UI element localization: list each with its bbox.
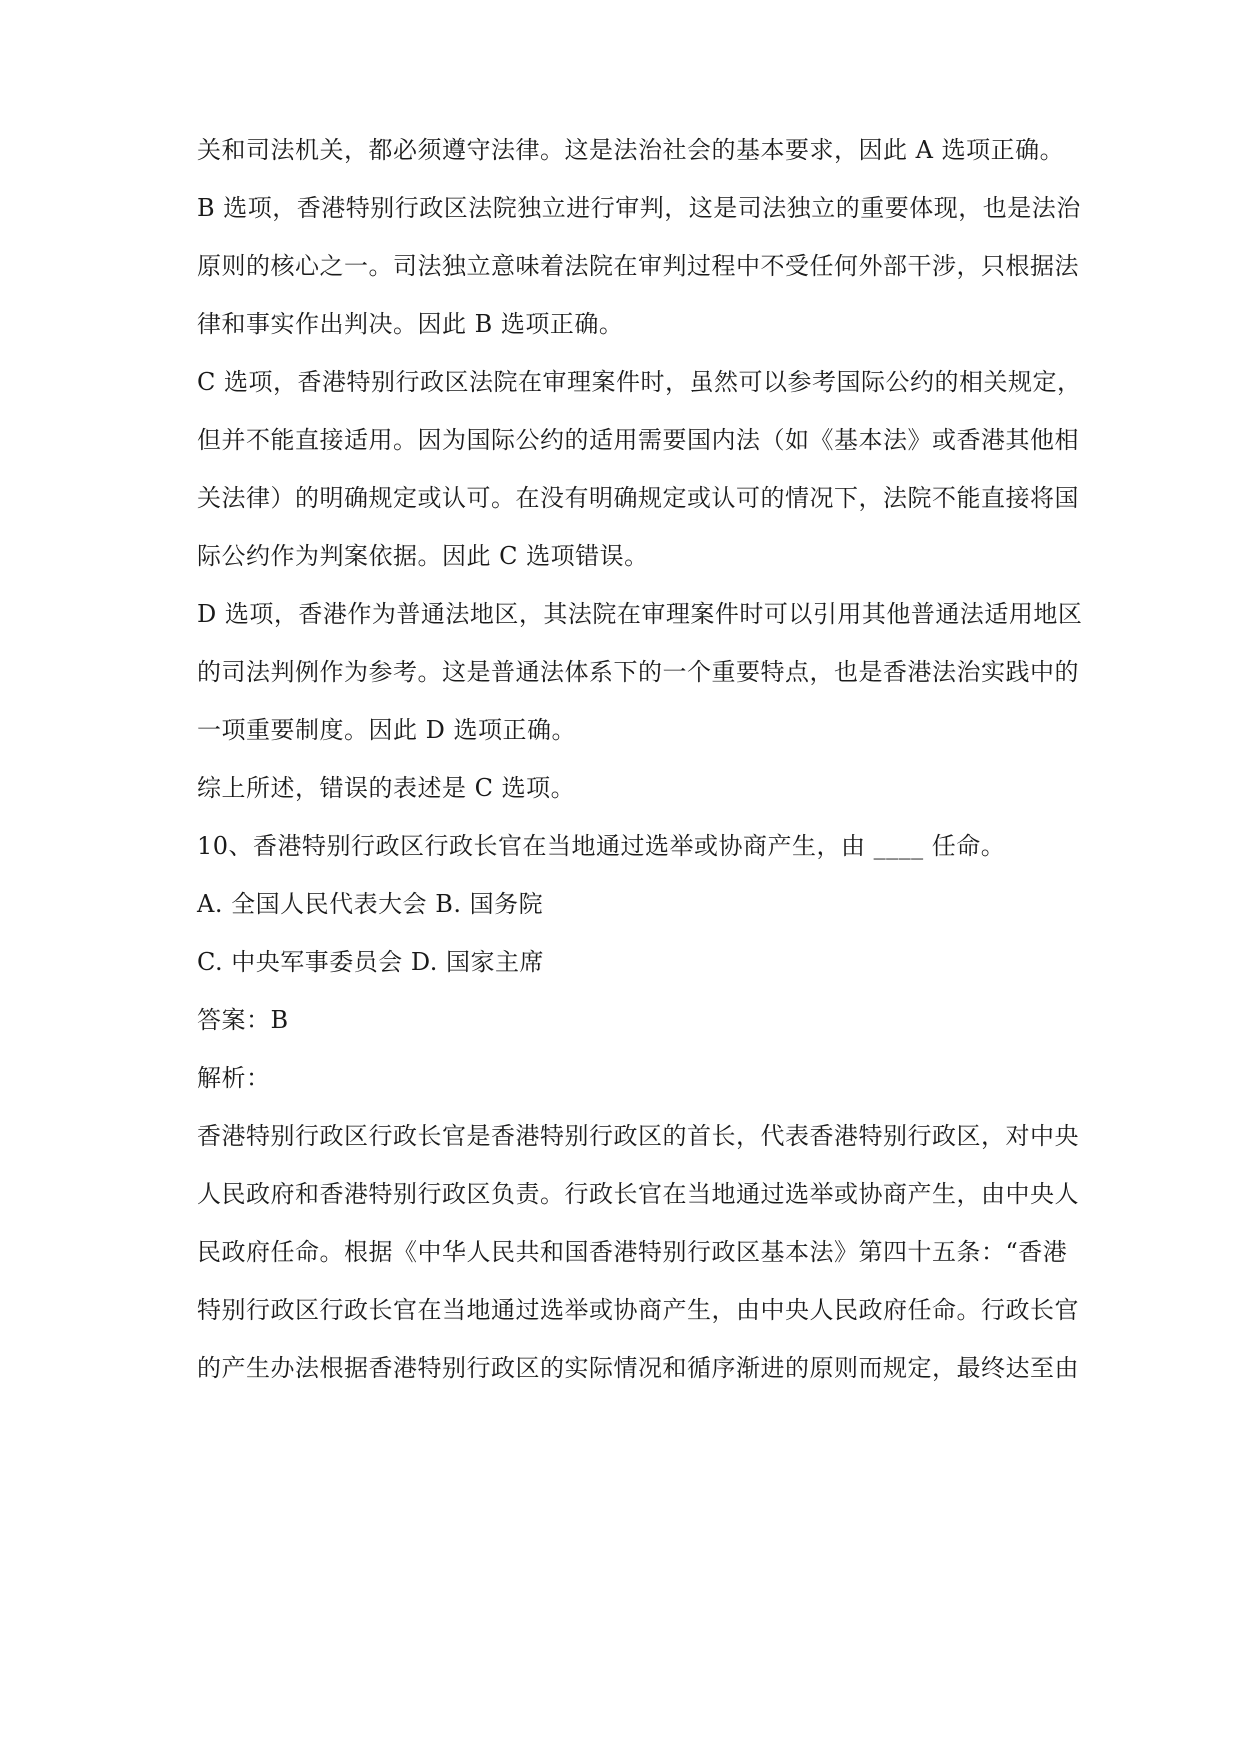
analysis-heading: 解析： [197,1064,271,1092]
text-line: 关法律）的明确规定或认可。在没有明确规定或认可的情况下，法院不能直接将国 [197,484,1079,512]
text-line: 一项重要制度。因此 D 选项正确。 [197,716,576,744]
text-line: 民政府任命。根据《中华人民共和国香港特别行政区基本法》第四十五条：“香港 [197,1238,1068,1266]
question-stem: 10、香港特别行政区行政长官在当地通过选举或协商产生，由 ____ 任命。 [197,832,1006,860]
text-line: 特别行政区行政长官在当地通过选举或协商产生，由中央人民政府任命。行政长官 [197,1296,1079,1324]
text-line: D 选项，香港作为普通法地区，其法院在审理案件时可以引用其他普通法适用地区 [197,600,1083,628]
text-line: 际公约作为判案依据。因此 C 选项错误。 [197,542,649,570]
text-line: 的产生办法根据香港特别行政区的实际情况和循序渐进的原则而规定，最终达至由 [197,1354,1079,1382]
text-line: C 选项，香港特别行政区法院在审理案件时，虽然可以参考国际公约的相关规定， [197,368,1082,396]
question-options-cd: C. 中央军事委员会 D. 国家主席 [197,948,545,976]
text-line: 原则的核心之一。司法独立意味着法院在审判过程中不受任何外部干涉，只根据法 [197,252,1079,280]
text-line: 香港特别行政区行政长官是香港特别行政区的首长，代表香港特别行政区，对中央 [197,1122,1079,1150]
text-line: 但并不能直接适用。因为国际公约的适用需要国内法（如《基本法》或香港其他相 [197,426,1079,454]
answer-line: 答案：B [197,1006,289,1034]
text-line: 的司法判例作为参考。这是普通法体系下的一个重要特点，也是香港法治实践中的 [197,658,1079,686]
text-line: 综上所述，错误的表述是 C 选项。 [197,774,576,802]
text-line: 人民政府和香港特别行政区负责。行政长官在当地通过选举或协商产生，由中央人 [197,1180,1079,1208]
text-line: 关和司法机关，都必须遵守法律。这是法治社会的基本要求，因此 A 选项正确。 [197,136,1065,164]
question-options-ab: A. 全国人民代表大会 B. 国务院 [197,890,544,918]
text-line: 律和事实作出判决。因此 B 选项正确。 [197,310,624,338]
text-line: B 选项，香港特别行政区法院独立进行审判，这是司法独立的重要体现，也是法治 [197,194,1081,222]
